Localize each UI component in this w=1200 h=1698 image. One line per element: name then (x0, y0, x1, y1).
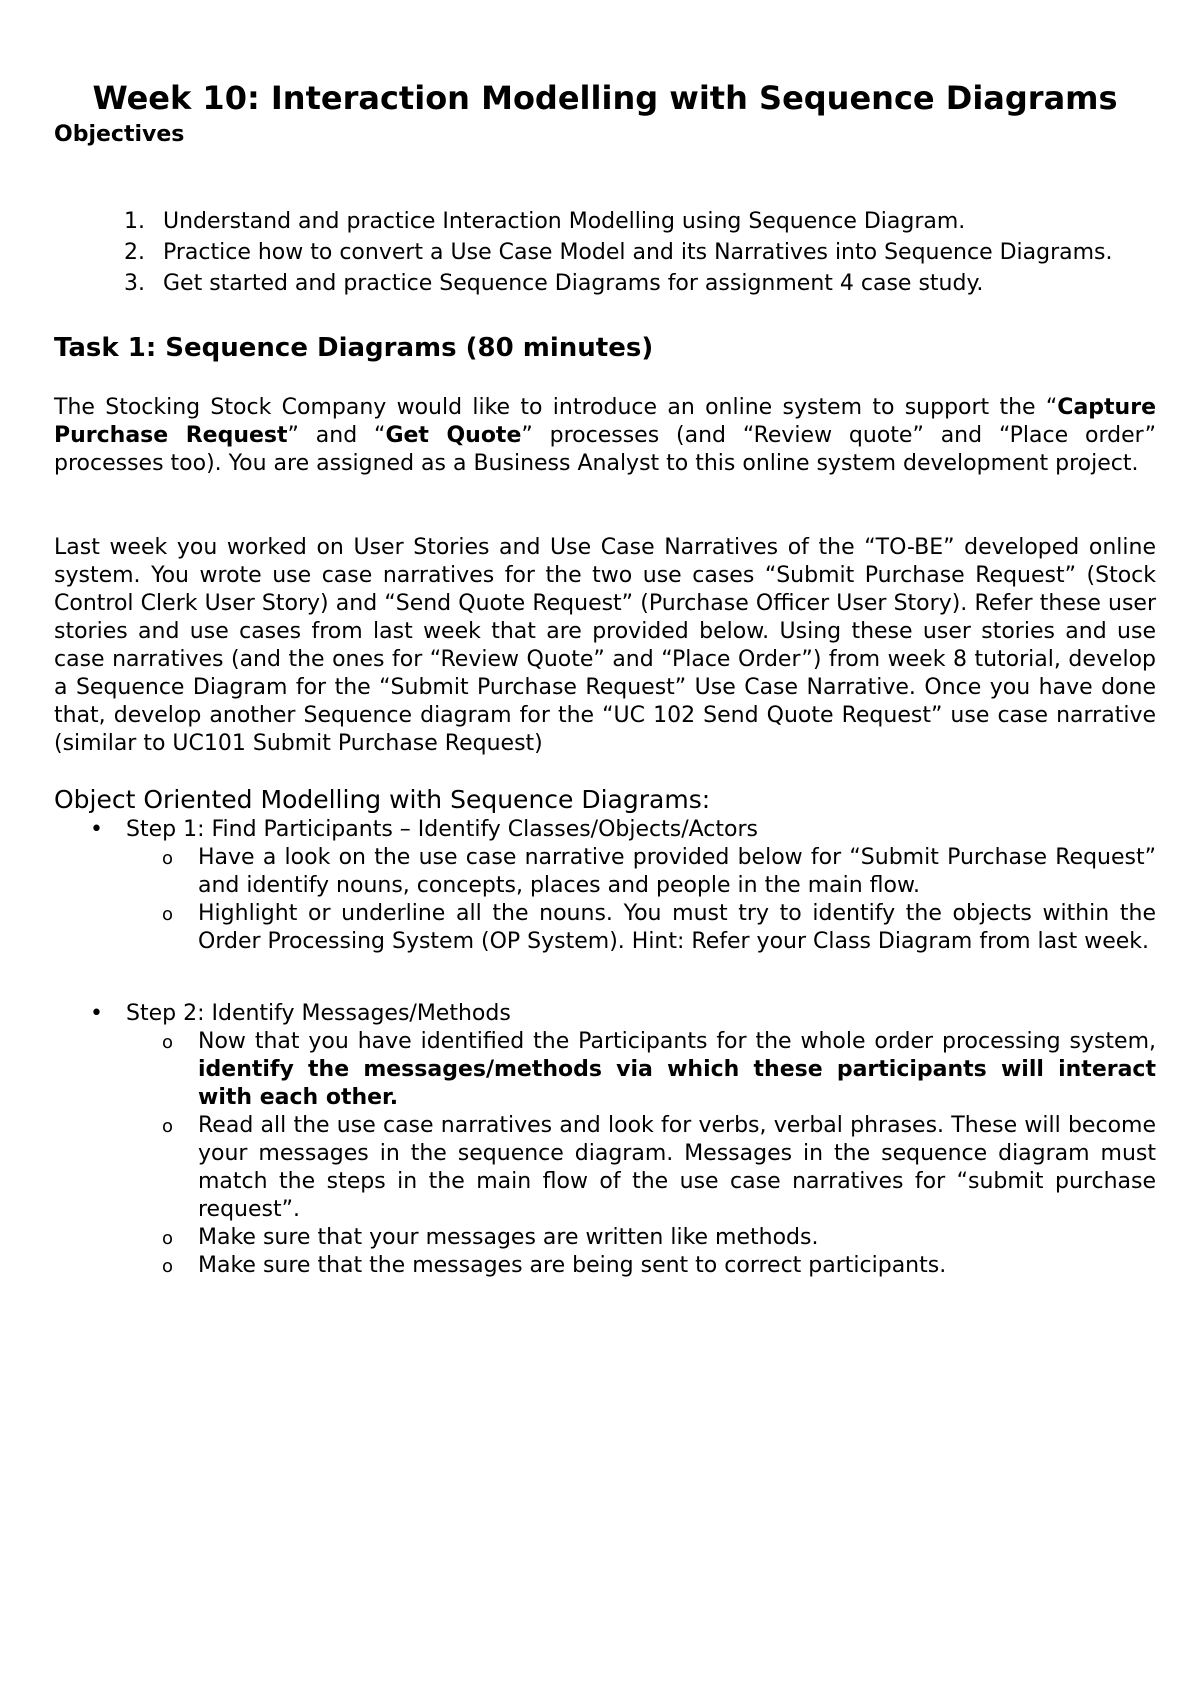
subitem-text: Highlight or underline all the nouns. You must try to identify the objects within the Order Processing System (OP System). Hint: Refer your Class Diagram from last week. (198, 901, 1156, 954)
step1-item (54, 816, 1156, 956)
subitem-text: Read all the use case narratives and look for verbs, verbal phrases. These will become your messages in the sequence diagram. Messages in the sequence diagram must match the steps in the main flow of the use case narratives for “submit purchase request”. (198, 1113, 1156, 1222)
step2-subitem (126, 1252, 1156, 1280)
objective-number: 2. (124, 240, 145, 265)
task-heading: Task 1: Sequence Diagrams (80 minutes) (54, 333, 654, 363)
sub-marker: o (162, 904, 174, 925)
step2-sublist (126, 1028, 1156, 1280)
step1-sublist (126, 844, 1156, 956)
intro-bold-quote: Get Quote (385, 423, 522, 448)
sub-marker: o (162, 848, 174, 869)
objective-text: Get started and practice Sequence Diagrams for assignment 4 case study. (163, 271, 984, 296)
objective-text: Understand and practice Interaction Modelling using Sequence Diagram. (163, 209, 966, 234)
intro-text: ” processes (and “Review quote” and “Place order” processes too). You are assigned as a Business Analyst to this online system development project. (54, 423, 1156, 476)
step1-subitem (126, 844, 1156, 900)
page-title: Week 10: Interaction Modelling with Sequence Diagrams (92, 79, 1118, 117)
step2-subitem (126, 1028, 1156, 1112)
objective-number: 1. (124, 209, 145, 234)
step2-title: Step 2: Identify Messages/Methods (126, 1001, 511, 1026)
step1-list (54, 816, 1156, 956)
objectives-label: Objectives (54, 122, 185, 147)
objective-item (54, 239, 1156, 266)
step2-subitem (126, 1224, 1156, 1252)
subitem-text: Have a look on the use case narrative provided below for “Submit Purchase Request” and identify nouns, concepts, places and people in the main flow. (198, 845, 1156, 898)
sub-marker: o (162, 1032, 174, 1053)
objective-number: 3. (124, 271, 145, 296)
objectives-list (54, 208, 1156, 301)
objective-item (54, 270, 1156, 297)
bullet-marker: • (90, 817, 103, 842)
objective-text: Practice how to convert a Use Case Model and its Narratives into Sequence Diagrams. (163, 240, 1113, 265)
subitem-bold-text: identify the messages/methods via which these participants will interact with each other. (198, 1057, 1156, 1110)
bullet-marker: • (90, 1001, 103, 1026)
objective-item (54, 208, 1156, 235)
sub-marker: o (162, 1256, 174, 1277)
intro-text: The Stocking Stock Company would like to introduce an online system to support the “ (54, 395, 1058, 420)
step1-title: Step 1: Find Participants – Identify Classes/Objects/Actors (126, 817, 758, 842)
sub-marker: o (162, 1228, 174, 1249)
intro-text: ” and “ (287, 423, 386, 448)
instructions-paragraph: Last week you worked on User Stories and Use Case Narratives of the “TO-BE” developed online system. You wrote use case narratives for the two use cases “Submit Purchase Request” (Stock Control Clerk User Story) and “Send Quote Request” (Purchase Officer User Story). Refer these user stories and use cases from last week that are provided below. Using these user stories and use case narratives (and the ones for “Review Quote” and “Place Order”) from week 8 tutorial, develop a Sequence Diagram for the “Submit Purchase Request” Use Case Narrative. Once you have done that, develop another Sequence diagram for the “UC 102 Send Quote Request” use case narrative (similar to UC101 Submit Purchase Request) (54, 535, 1156, 756)
step2-subitem (126, 1112, 1156, 1224)
step2-list (54, 1000, 1156, 1280)
step2-item (54, 1000, 1156, 1280)
subitem-text: Now that you have identified the Participants for the whole order processing system, (198, 1029, 1156, 1054)
oo-heading: Object Oriented Modelling with Sequence Diagrams: (54, 785, 711, 814)
intro-bold-capture: Capture Purchase Request (54, 395, 1156, 448)
intro-paragraph (54, 394, 1156, 478)
step1-subitem (126, 900, 1156, 956)
sub-marker: o (162, 1116, 174, 1137)
subitem-text: Make sure that your messages are written like methods. (198, 1225, 819, 1250)
subitem-text: Make sure that the messages are being sent to correct participants. (198, 1253, 947, 1278)
